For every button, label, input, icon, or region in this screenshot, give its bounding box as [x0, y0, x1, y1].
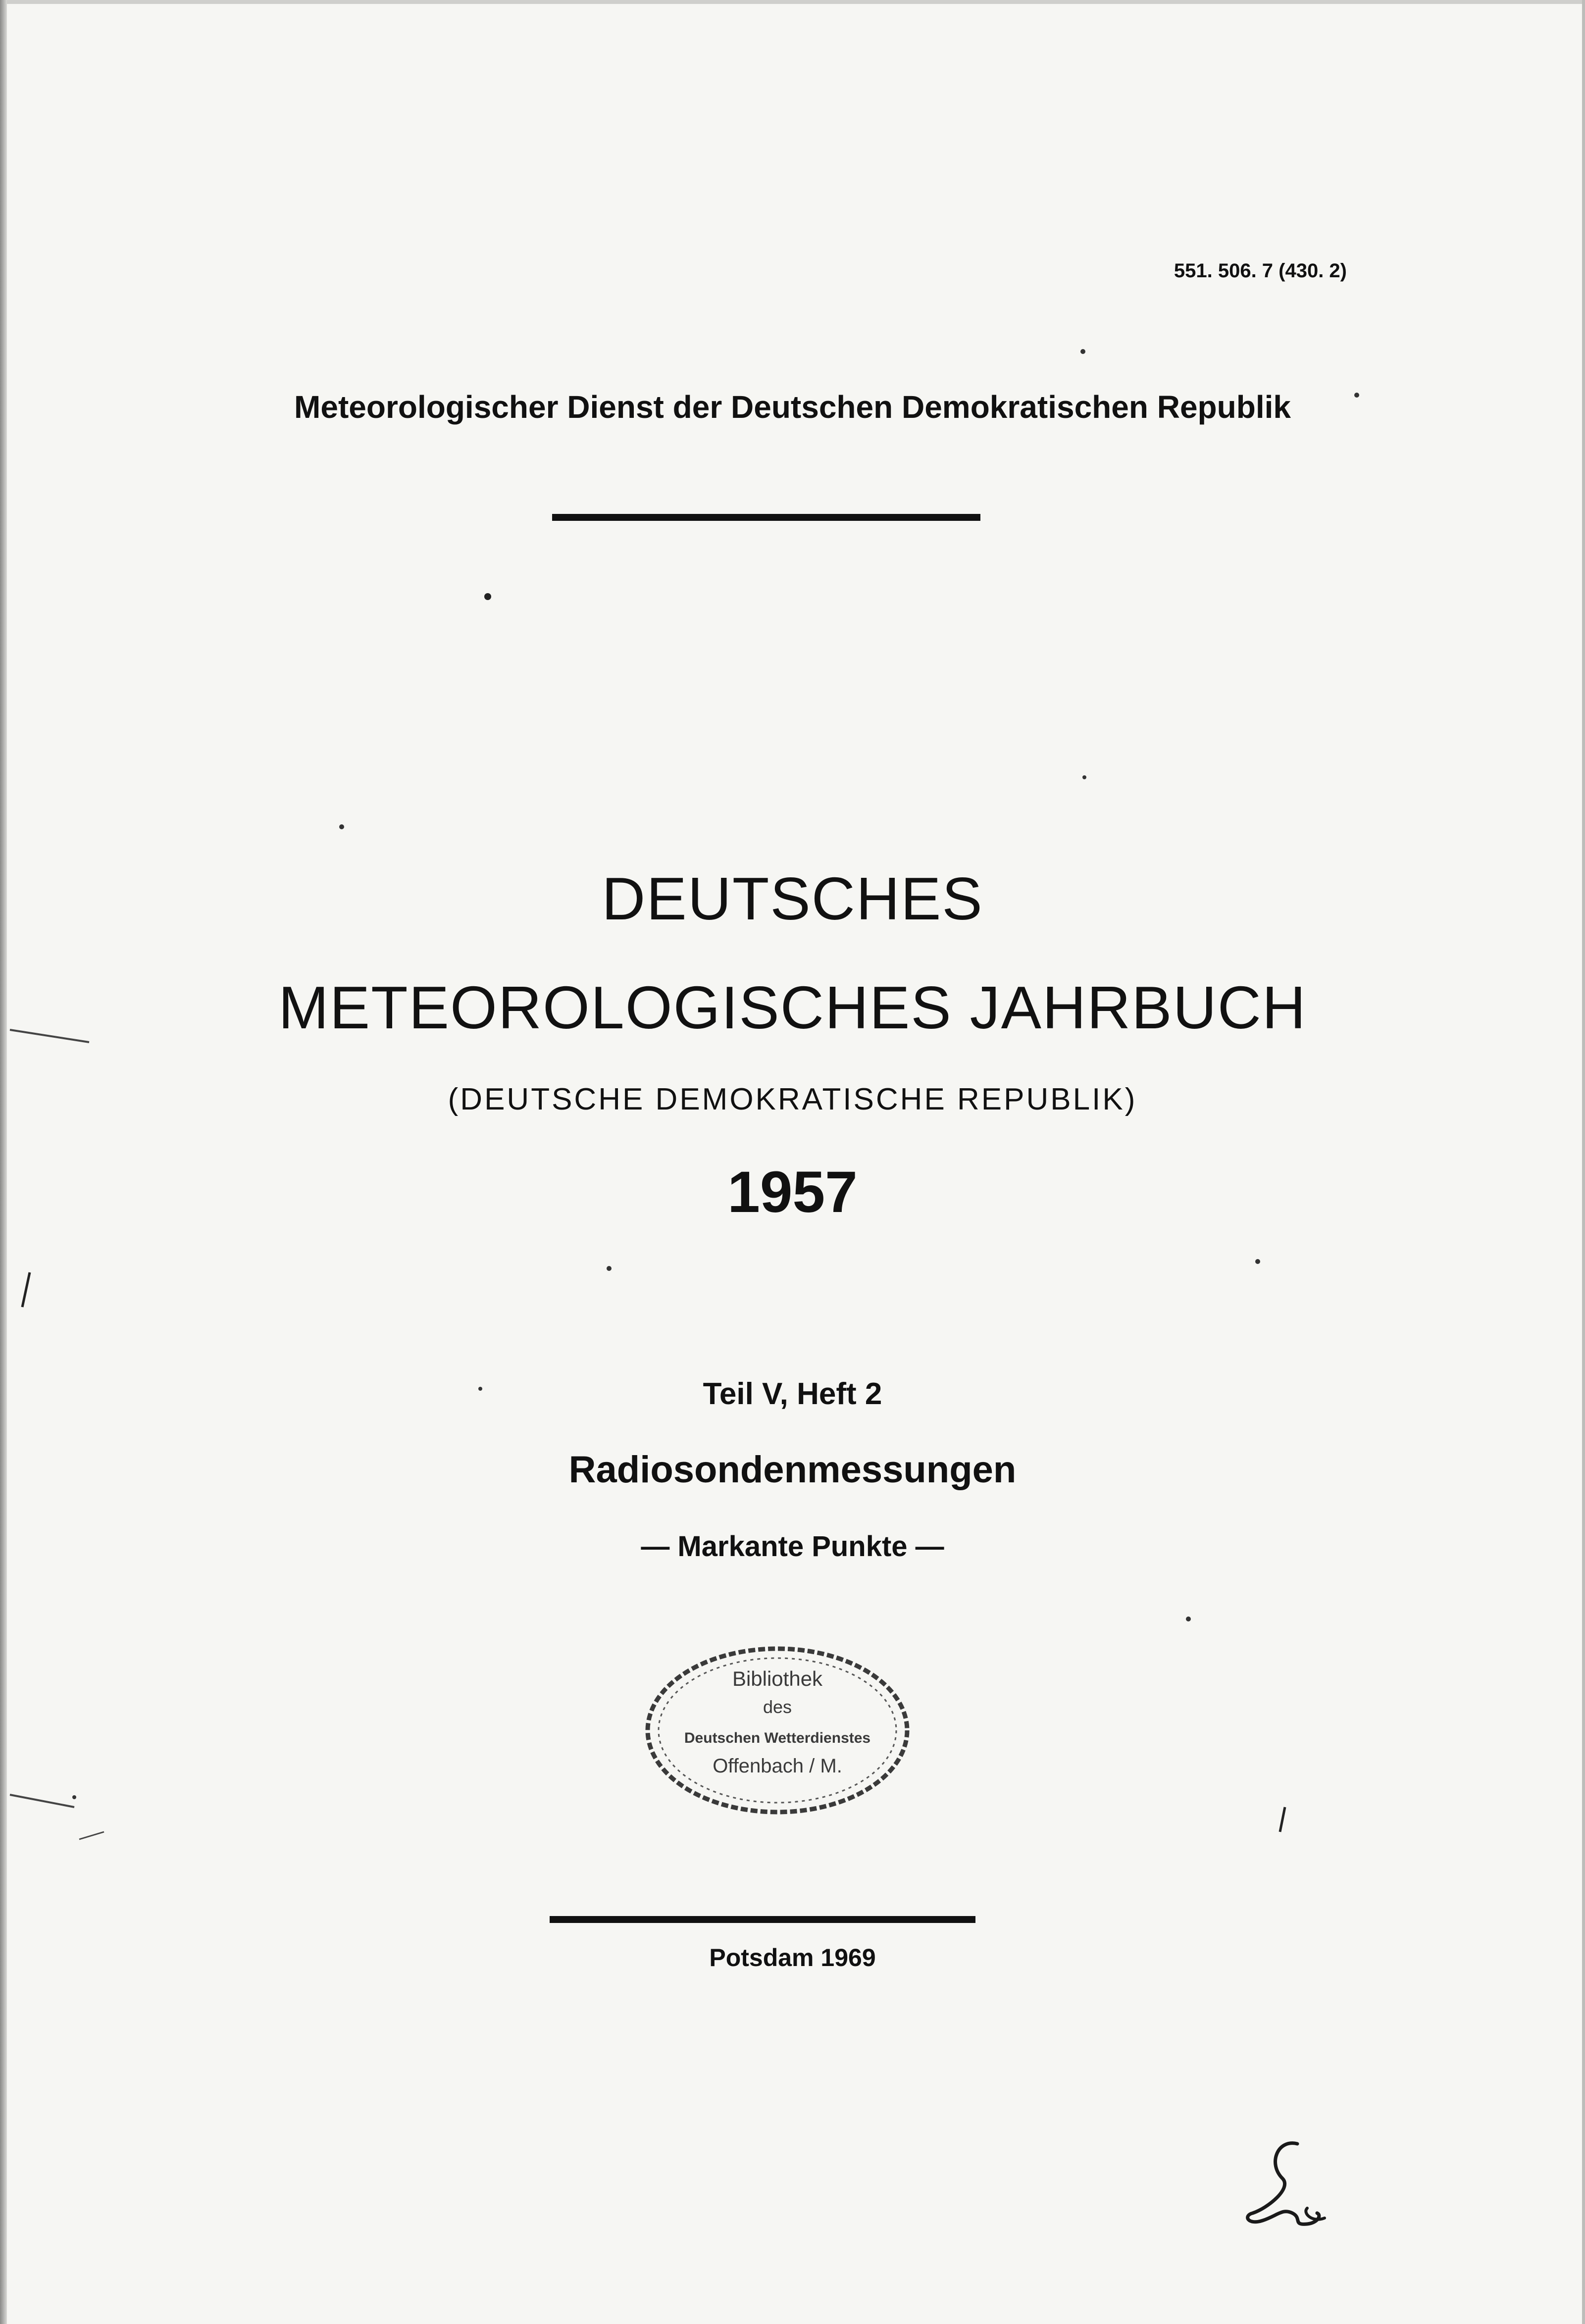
stamp-line-4: Offenbach / M.	[713, 1755, 842, 1777]
subtitle: (DEUTSCHE DEMOKRATISCHE REPUBLIK)	[448, 1082, 1137, 1116]
top-rule-divider	[552, 514, 980, 521]
year: 1957	[727, 1160, 858, 1225]
place-and-date: Potsdam 1969	[709, 1944, 876, 1971]
part-heft: Teil V, Heft 2	[703, 1377, 882, 1411]
stamp-line-1: Bibliothek	[732, 1667, 823, 1690]
title-line-2: METEOROLOGISCHES JAHRBUCH	[278, 974, 1307, 1041]
stamp-line-2: des	[763, 1697, 792, 1717]
stamp-line-3: Deutschen Wetterdienstes	[684, 1730, 871, 1746]
title-line-1: DEUTSCHES	[602, 865, 983, 932]
classification-number: 551. 506. 7 (430. 2)	[1174, 260, 1347, 282]
bottom-rule-divider	[550, 1916, 975, 1923]
institution-name: Meteorologischer Dienst der Deutschen Demokratischen Republik	[294, 389, 1291, 425]
topic-title: Radiosondenmessungen	[568, 1449, 1017, 1491]
library-stamp	[639, 1639, 916, 1822]
topic-detail: — Markante Punkte —	[641, 1530, 944, 1563]
handwritten-signature	[1238, 2134, 1337, 2233]
